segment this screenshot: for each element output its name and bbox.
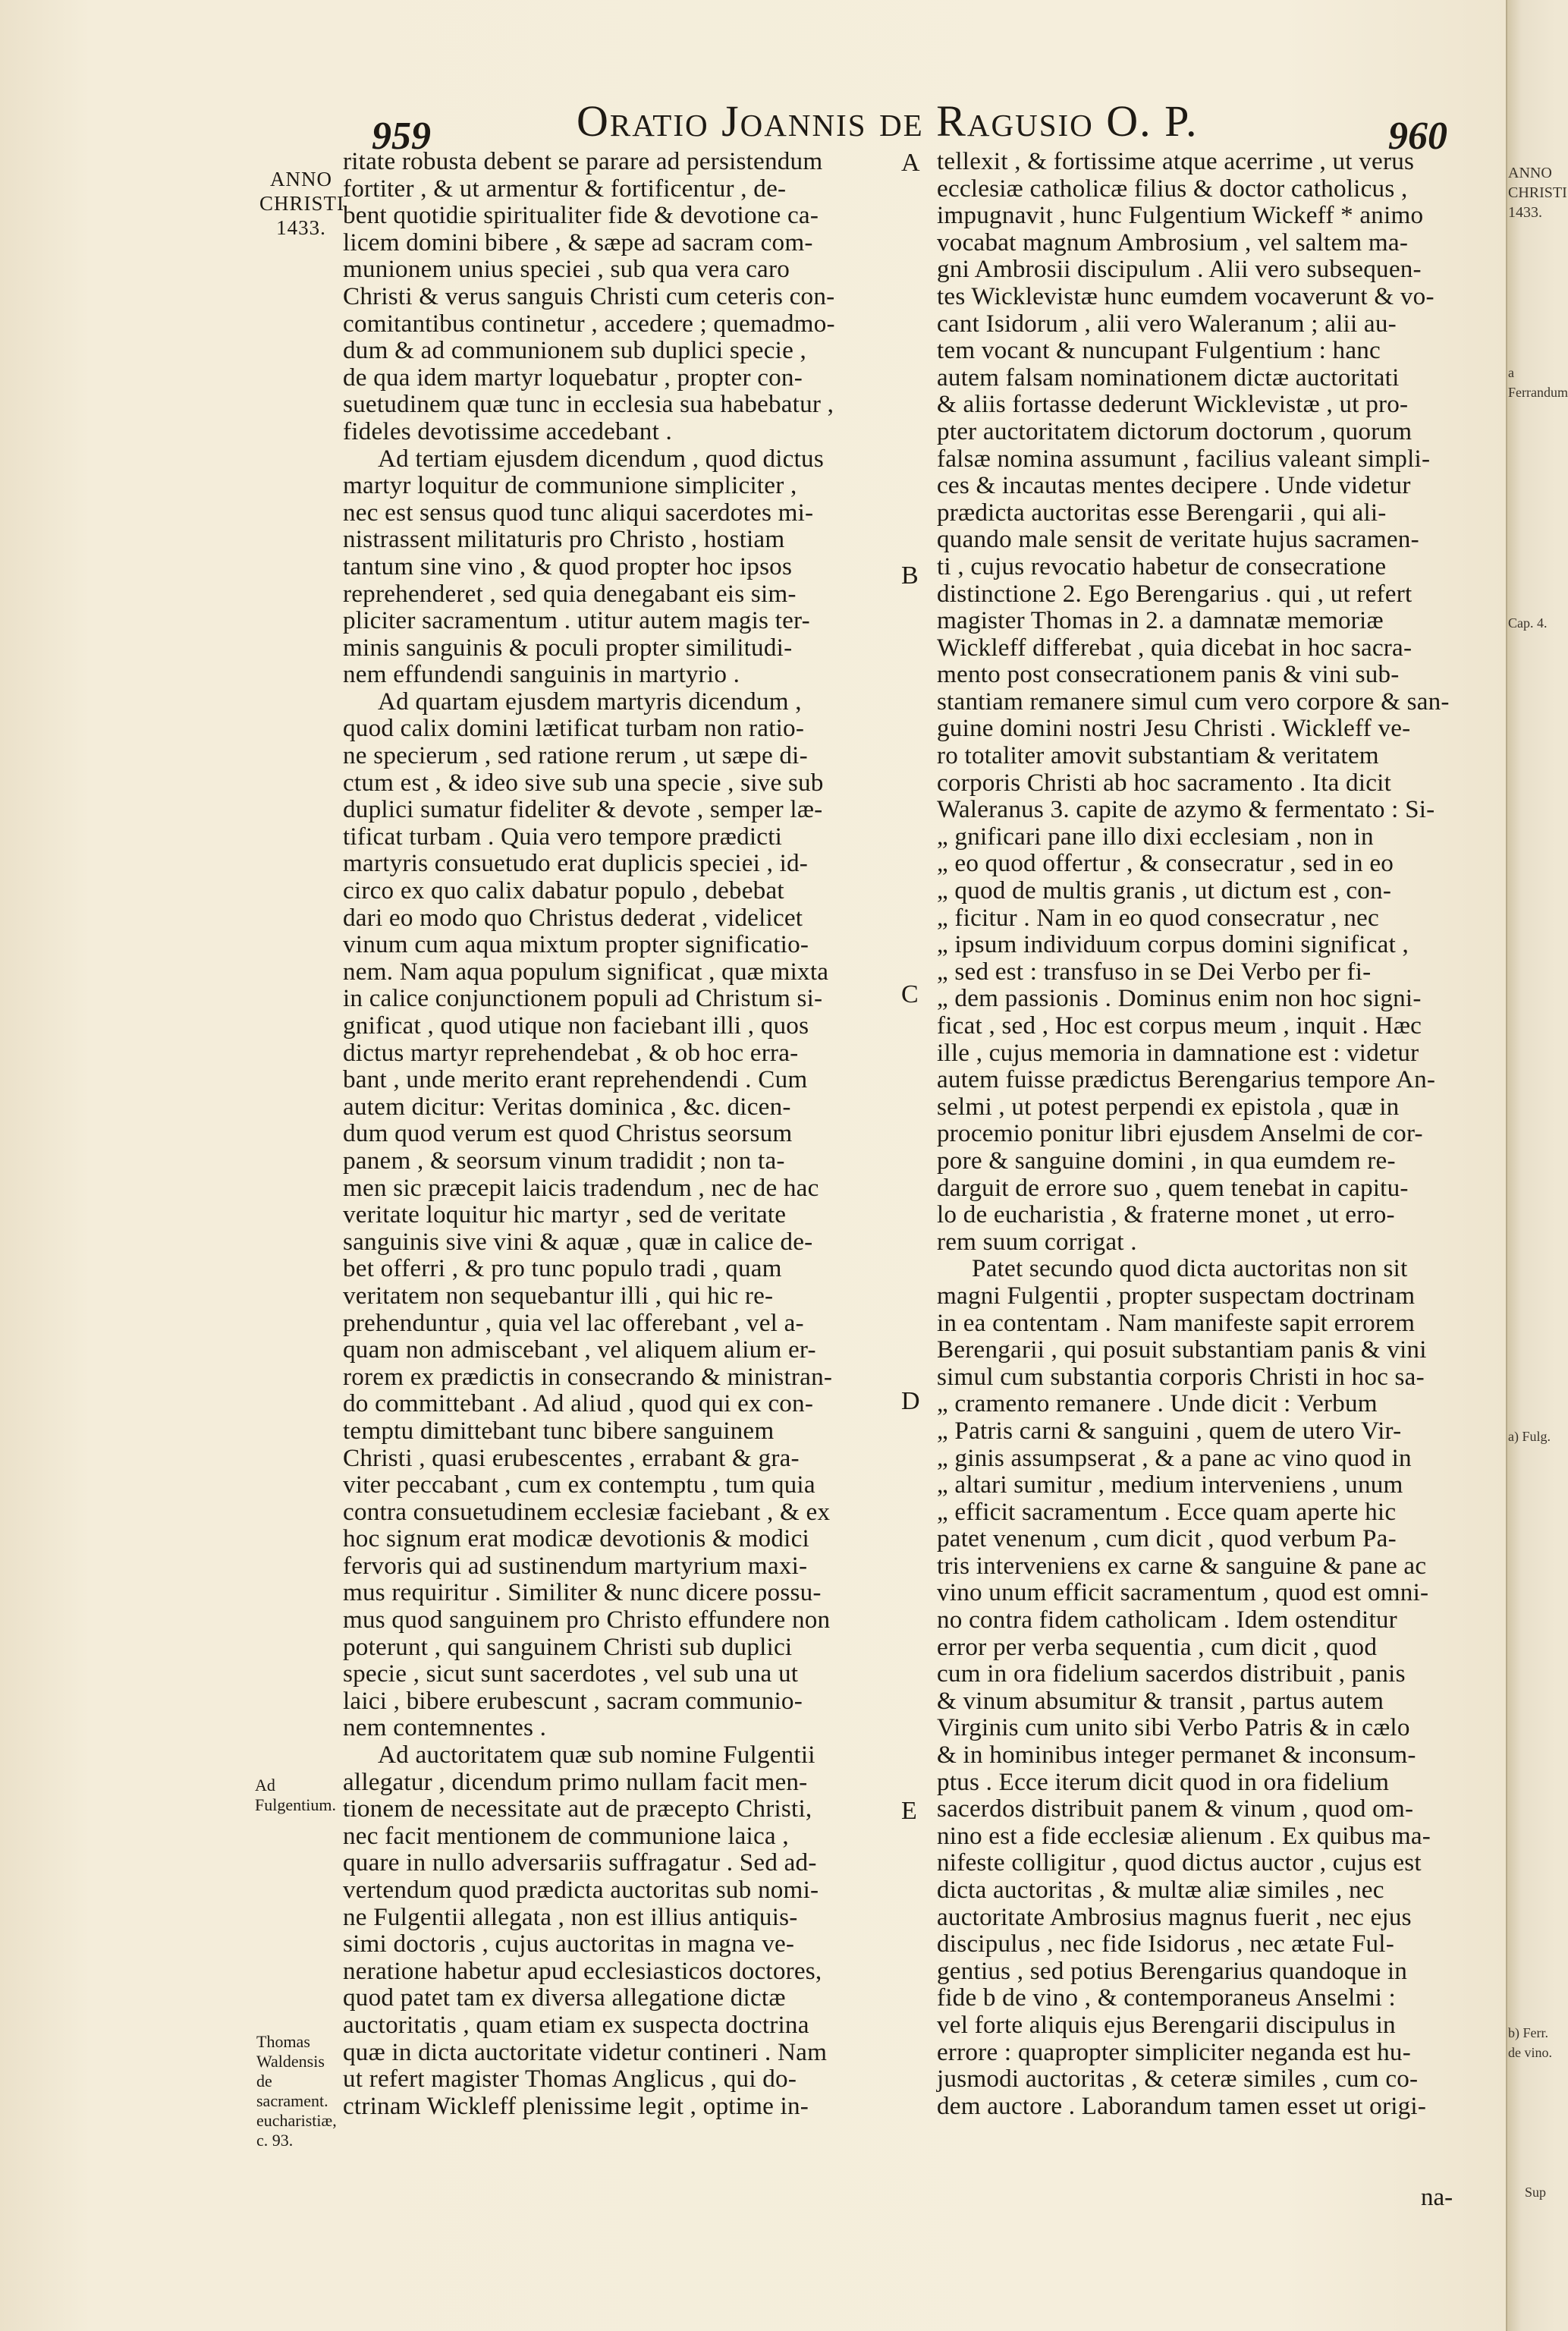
text-line: magni Fulgentii , propter suspectam doctrinam [937,1281,1416,1310]
text-line: contra consuetudinem ecclesiæ faciebant , & ex [343,1497,831,1526]
text-line: nistrassent militaturis pro Christo , hostiam [343,525,785,554]
margin-note-fulgentium: Ad Fulgentium. [255,1776,336,1814]
margin-note-cap: Cap. 4. [1508,615,1548,631]
text-line: vertendum quod prædicta auctoritas sub nomi- [343,1876,819,1904]
text-line: rem suum corrigat . [937,1227,1137,1256]
text-line: nifeste colligitur , quod dictus auctor , cujus est [937,1848,1422,1877]
text-line: Patet secundo quod dicta auctoritas non sit [972,1254,1408,1283]
text-line: „ sed est : transfuso in se Dei Verbo per fi- [937,957,1372,986]
text-line: patet venenum , cum dicit , quod verbum Pa- [937,1524,1397,1553]
text-line: falsæ nomina assumunt , facilius valeant simpli- [937,444,1431,473]
text-line: veritate loquitur hic martyr , sed de veritate [343,1200,787,1229]
text-line: cum in ora fidelium sacerdos distribuit , panis [937,1659,1406,1688]
right-text-column [937,148,1485,2119]
text-line: ctum est , & ideo sive sub una specie , sive sub [343,768,824,797]
text-line: bent quotidie spiritualiter fide & devotione ca- [343,201,819,230]
margin-note-thomas: Thomas Waldensis de sacrament. eucharistiæ, c. 93. [256,2032,337,2150]
text-line: nem contemnentes . [343,1713,547,1742]
text-line: tem vocant & nuncupant Fulgentium : hanc [937,336,1381,365]
text-line: ritate robusta debent se parare ad persistendum [343,147,823,175]
text-line: ille , cujus memoria in damnatione est : videtur [937,1038,1419,1067]
text-line: impugnavit , hunc Fulgentium Wickeff * animo [937,201,1424,230]
text-line: magister Thomas in 2. a damnatæ memoriæ [937,606,1384,635]
text-line: do committebant . Ad aliud , quod qui ex con- [343,1389,814,1418]
text-line: gni Ambrosii discipulum . Alii vero subsequen- [937,255,1422,284]
text-line: nem effundendi sanguinis in martyrio . [343,660,740,689]
text-line: munionem unius speciei , sub qua vera caro [343,255,790,284]
text-line: quare in nullo adversariis suffragatur . Sed ad- [343,1848,817,1877]
text-line: Wickleff differebat , quia dicebat in hoc sacra- [937,633,1412,662]
catchword: na- [1421,2184,1453,2211]
text-line: discipulus , nec fide Isidorus , nec ætate Ful- [937,1930,1394,1958]
section-letter-b: B [901,562,919,590]
text-line: dari eo modo quo Christus dederat , videlicet [343,903,803,932]
text-line: dum & ad communionem sub duplici specie , [343,336,807,365]
margin-note-fulg-right: a) Fulg. [1508,1429,1551,1444]
text-line: error per verba sequentia , cum dicit , quod [937,1632,1378,1661]
text-line: nec facit mentionem de communione laica , [343,1821,789,1850]
text-line: ti , cujus revocatio habetur de consecratione [937,552,1387,580]
section-letter-c: C [901,980,919,1008]
text-line: martyr loquitur de communione simpliciter , [343,471,797,500]
text-line: fide b de vino , & contemporaneus Anselmi : [937,1983,1396,2012]
text-line: ut refert magister Thomas Anglicus , qui do- [343,2065,797,2093]
text-line: martyris consuetudo erat duplicis speciei , id- [343,849,809,878]
text-line: errore : quapropter simpliciter neganda est hu- [937,2037,1411,2066]
left-text-column [343,148,891,2119]
margin-year-right: ANNO CHRISTI 1433. [1508,165,1567,221]
text-line: guine domini nostri Jesu Christi . Wickleff ve- [937,714,1411,743]
text-line: cant Isidorum , alii vero Waleranum ; alii au- [937,309,1397,338]
text-line: comitantibus continetur , accedere ; quemadmo- [343,309,835,338]
text-line: gentius , sed potius Berengarius quandoque in [937,1956,1408,1985]
text-line: auctoritatis , quam etiam ex suspecta doctrina [343,2010,809,2039]
text-line: jusmodi auctoritas , & ceteræ similes , cum co- [937,2065,1419,2093]
text-line: ctrinam Wickleff plenissime legit , optime in- [343,2091,809,2120]
text-line: ces & incautas mentes decipere . Unde videtur [937,471,1411,500]
text-line: „ ginis assumpserat , & a pane ac vino quod in [937,1443,1412,1472]
text-line: mus quod sanguinem pro Christo effundere non [343,1606,831,1634]
text-line: bet offerri , & pro tunc populo tradi , quam [343,1254,782,1283]
text-line: lo de eucharistia , & fraterne monet , ut erro- [937,1200,1395,1229]
text-line: ro totaliter amovit substantiam & veritatem [937,741,1379,770]
text-line: in calice conjunctionem populi ad Christum si- [343,984,823,1013]
text-line: Virginis cum unito sibi Verbo Patris & in cælo [937,1713,1410,1742]
text-line: distinctione 2. Ego Berengarius . qui , ut refert [937,579,1412,608]
page-number-left: 959 [372,115,431,158]
text-line: simi doctoris , cujus auctoritas in magna ve- [343,1930,795,1958]
section-letter-d: D [901,1387,920,1415]
text-line: vino unum efficit sacramentum , quod est omni- [937,1578,1429,1607]
text-line: tris interveniens ex carne & sanguine & pane ac [937,1551,1427,1580]
text-line: no contra fidem catholicam . Idem ostenditur [937,1606,1397,1634]
text-line: autem fuisse prædictus Berengarius tempore An- [937,1065,1436,1094]
text-line: darguit de errore suo , quem tenebat in capitu- [937,1173,1409,1202]
text-line: nino est a fide ecclesiæ alienum . Ex quibus ma- [937,1821,1431,1850]
text-line: pore & sanguine domini , in qua eumdem re- [937,1146,1396,1175]
page-number-right: 960 [1388,115,1447,158]
text-line: ecclesiæ catholicæ filius & doctor catholicus , [937,174,1408,203]
text-line: panem , & seorsum vinum tradidit ; non ta- [343,1146,785,1175]
text-line: quam non admiscebant , vel aliquem alium er- [343,1335,816,1364]
text-line: mus requiritur . Similiter & nunc dicere possu- [343,1578,822,1607]
text-line: laici , bibere erubescunt , sacram communio- [343,1686,803,1715]
text-line: autem dicitur: Veritas dominica , &c. dicen- [343,1092,791,1121]
text-line: quæ in dicta auctoritate videtur contineri . Nam [343,2037,828,2066]
text-line: veritatem non sequebantur illi , qui hic re- [343,1281,774,1310]
text-line: mento post consecrationem panis & vini sub- [937,660,1400,689]
text-line: dum quod verum est quod Christus seorsum [343,1119,793,1148]
text-line: autem falsam nominationem dictæ auctoritati [937,363,1400,392]
text-line: vel forte aliquis ejus Berengarii discipulus in [937,2010,1396,2039]
text-line: gnificat , quod utique non faciebant illi , quos [343,1011,809,1040]
text-line: bant , unde merito erant reprehendendi . Cum [343,1065,808,1094]
text-line: procemio ponitur libri ejusdem Anselmi de cor- [937,1119,1423,1148]
text-line: „ Patris carni & sanguini , quem de utero Vir- [937,1416,1402,1445]
text-line: de qua idem martyr loquebatur , propter con- [343,363,803,392]
text-line: prehenduntur , quia vel lac offerebant , vel a- [343,1308,804,1337]
text-line: „ eo quod offertur , & consecratur , sed in eo [937,849,1394,878]
text-line: temptu dimittebant tunc bibere sanguinem [343,1416,775,1445]
text-line: in ea contentam . Nam manifeste sapit errorem [937,1308,1416,1337]
text-line: fortiter , & ut armentur & fortificentur , de- [343,174,787,203]
text-line: „ cramento remanere . Unde dicit : Verbum [937,1389,1378,1418]
text-line: & aliis fortasse dederunt Wicklevistæ , ut pro- [937,390,1409,419]
text-line: ne specierum , sed ratione rerum , ut sæpe di- [343,741,808,770]
text-line: tantum sine vino , & quod propter hoc ipsos [343,552,793,580]
section-letter-e: E [901,1797,917,1825]
text-line: simul cum substantia corporis Christi in hoc sa- [937,1362,1425,1391]
margin-note-ferr-right: b) Ferr. de vino. [1508,2025,1552,2060]
running-title: Oratio Joannis de Ragusio O. P. [577,96,1199,146]
text-line: Ad tertiam ejusdem dicendum , quod dictus [378,444,824,473]
text-line: licem domini bibere , & sæpe ad sacram com- [343,228,813,256]
text-line: fideles devotissime accedebant . [343,417,672,445]
text-line: nem. Nam aqua populum significat , quæ mixta [343,957,829,986]
text-line: quod calix domini lætificat turbam non ratio- [343,714,805,743]
text-line: suetudinem quæ tunc in ecclesia sua habebatur , [343,390,834,419]
text-line: Christi , quasi erubescentes , errabant & gra- [343,1443,800,1472]
text-line: tes Wicklevistæ hunc eumdem vocaverunt & vo- [937,282,1434,310]
text-line: reprehenderet , sed quia denegabant eis sim- [343,579,797,608]
text-line: nec est sensus quod tunc aliqui sacerdotes mi- [343,498,814,527]
text-line: „ altari sumitur , medium interveniens , unum [937,1471,1403,1499]
text-line: Christi & verus sanguis Christi cum ceteris con- [343,282,835,310]
text-line: tionem de necessitate aut de præcepto Christi, [343,1795,812,1823]
text-line: „ dem passionis . Dominus enim non hoc signi- [937,984,1422,1013]
margin-year-left: ANNO CHRISTI 1433. [259,168,345,239]
text-line: hoc signum erat modicæ devotionis & modici [343,1524,809,1553]
text-line: „ gnificari pane illo dixi ecclesiam , non in [937,822,1374,851]
text-line: vocabat magnum Ambrosium , vel saltem ma- [937,228,1409,256]
text-line: viter peccabant , cum ex contemptu , tum quia [343,1471,815,1499]
text-line: pliciter sacramentum . utitur autem magis ter- [343,606,810,635]
text-line: specie , sicut sunt sacerdotes , vel sub una ut [343,1659,799,1688]
text-line: allegatur , dicendum primo nullam facit men- [343,1767,808,1796]
text-line: „ efficit sacramentum . Ecce quam aperte hic [937,1497,1397,1526]
text-line: prædicta auctoritas esse Berengarii , qui ali- [937,498,1387,527]
text-line: Waleranus 3. capite de azymo & fermentato : Si- [937,795,1435,824]
text-line: tellexit , & fortissime atque acerrime , ut verus [937,147,1415,175]
text-line: „ ficitur . Nam in eo quod consecratur , nec [937,903,1379,932]
text-line: ne Fulgentii allegata , non est illius antiquis- [343,1902,798,1931]
text-line: sanguinis sive vini & aquæ , quæ in calice de- [343,1227,813,1256]
text-line: ficat , sed , Hoc est corpus meum , inquit . Hæc [937,1011,1422,1040]
text-line: Berengarii , qui posuit substantiam panis & vini [937,1335,1427,1364]
text-line: stantiam remanere simul cum vero corpore & san- [937,687,1450,716]
text-line: & in hominibus integer permanet & inconsum- [937,1741,1416,1769]
page-gutter [1506,0,1568,2331]
text-line: duplici sumatur fideliter & devote , semper læ- [343,795,823,824]
text-line: circo ex quo calix dabatur populo , debebat [343,876,784,905]
text-line: „ quod de multis granis , ut dictum est , con- [937,876,1392,905]
text-line: minis sanguinis & poculi propter similitudi- [343,633,793,662]
text-line: & vinum absumitur & transit , partus autem [937,1686,1384,1715]
text-line: selmi , ut potest perpendi ex epistola , quæ in [937,1092,1400,1121]
text-line: Ad quartam ejusdem martyris dicendum , [378,687,802,716]
text-line: dicta auctoritas , & multæ aliæ similes , nec [937,1876,1384,1904]
text-line: quod patet tam ex diversa allegatione dictæ [343,1983,786,2012]
text-line: corporis Christi ab hoc sacramento . Ita dicit [937,768,1392,797]
text-line: pter auctoritatem dictorum doctorum , quorum [937,417,1412,445]
text-line: dictus martyr reprehendebat , & ob hoc erra- [343,1038,799,1067]
text-line: men sic præcepit laicis tradendum , nec de hac [343,1173,819,1202]
text-line: Ad auctoritatem quæ sub nomine Fulgentii [378,1741,815,1769]
text-line: rorem ex prædictis in consecrando & ministran- [343,1362,833,1391]
text-line: dem auctore . Laborandum tamen esset ut origi- [937,2091,1427,2120]
text-line: fervoris qui ad sustinendum martyrium maxi- [343,1551,808,1580]
text-line: poterunt , qui sanguinem Christi sub duplici [343,1632,793,1661]
text-line: vinum cum aqua mixtum propter significatio- [343,930,809,959]
margin-note-sup: Sup [1525,2185,1547,2200]
text-line: „ ipsum individuum corpus domini significat , [937,930,1409,959]
text-line: quando male sensit de veritate hujus sacramen- [937,525,1419,554]
text-line: neratione habetur apud ecclesiasticos doctores, [343,1956,822,1985]
section-letter-a: A [901,149,920,177]
text-line: sacerdos distribuit panem & vinum , quod om- [937,1795,1414,1823]
text-line: auctoritate Ambrosius magnus fuerit , nec ejus [937,1902,1412,1931]
text-line: tificat turbam . Quia vero tempore prædicti [343,822,783,851]
margin-note-ferrandum: a Ferrandum [1508,365,1568,400]
text-line: ptus . Ecce iterum dicit quod in ora fidelium [937,1767,1390,1796]
